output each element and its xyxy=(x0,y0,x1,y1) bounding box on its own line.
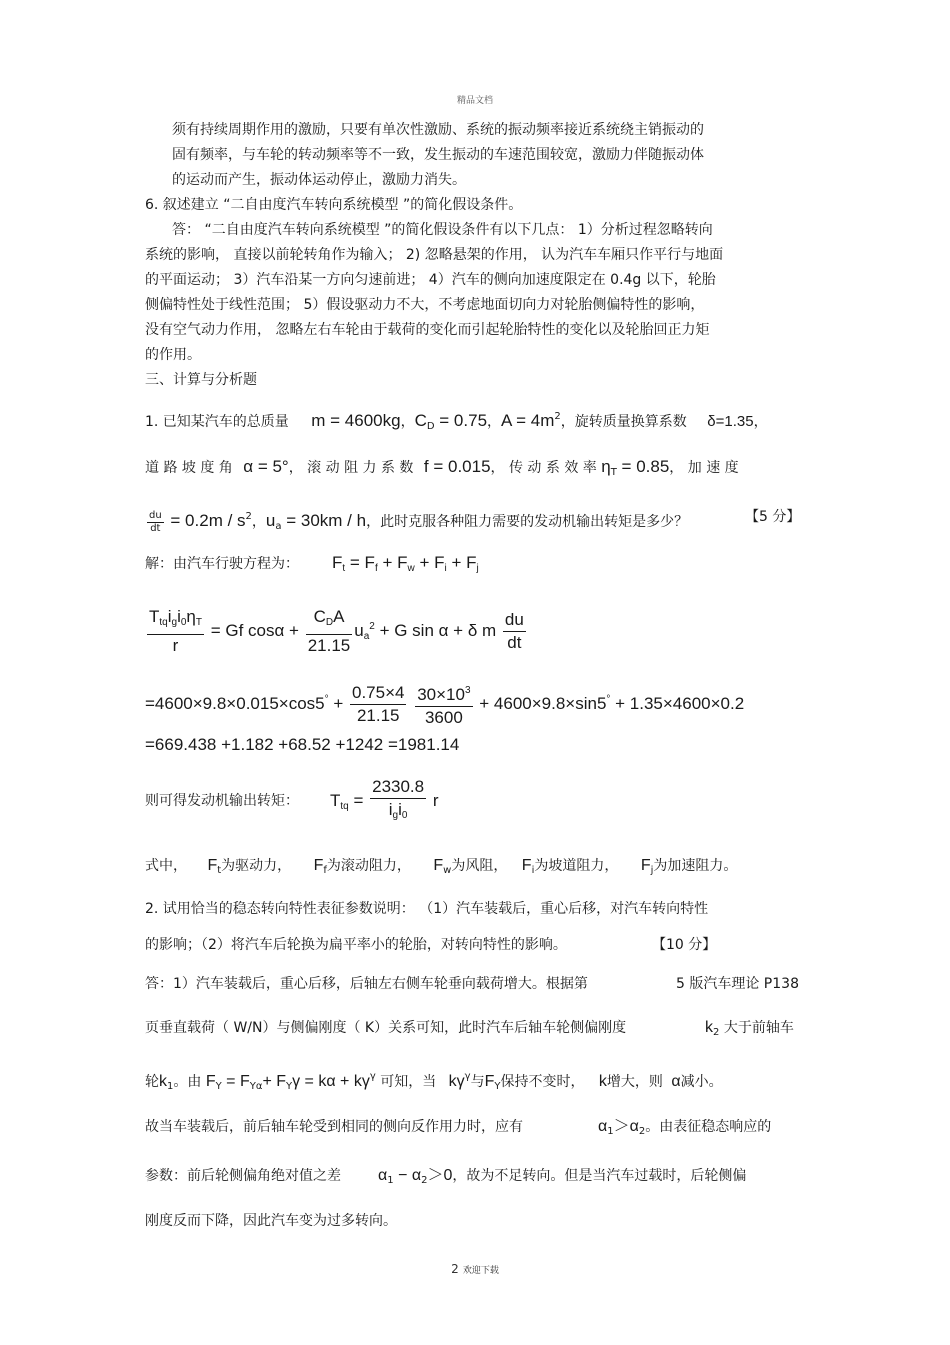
page-number: 2 xyxy=(451,1262,459,1276)
answer-2-line: 故当车装载后，前后轴车轮受到相同的侧向反作用力时，应有 xyxy=(145,1119,523,1135)
text-line: 须有持续周期作用的激励，只要有单次性激励、系统的振动频率接近系统绕主销振动的 xyxy=(172,122,704,138)
problem-1-line3: $\frac{du}{dt}$ = $0.2m / s^2$，$u_a = 30km / h$，此时克服各种阻力需要的发动机输出转矩是多少？ xyxy=(149,509,689,534)
solution-label: 解：由汽车行驶方程为： xyxy=(145,556,299,572)
numeric-substitution: =4600×9.8×0.015×cos5° + $\frac{0.75\times 4}{21.15}$ $\frac{30\times 10^3}{3600}$ + 4600×9.8×sin5° + 1.35×4600×0.2 xyxy=(145,680,744,729)
question-6: 6. 叙述建立 “二自由度汽车转向系统模型 ”的简化假设条件。 xyxy=(145,197,523,213)
footer-text: 欢迎下载 xyxy=(462,1266,499,1276)
problem-2-line2: 的影响；（2）将汽车后轮换为扁平率小的轮胎，对转向特性的影响。 xyxy=(145,937,567,953)
problem-2-line1: 2. 试用恰当的稳态转向特性表征参数说明： （1）汽车装载后，重心后移，对汽车转向特性 xyxy=(145,901,709,917)
text-line: 的运动而产生，振动体运动停止，激励力消失。 xyxy=(172,172,466,188)
problem-1-line1: 1. 已知某汽车的总质量 m = 4600kg，$C_D = 0.75$，$A = 4m^2$，旋转质量换算系数 δ=1.35， xyxy=(145,411,768,432)
problem-1-line2: 道 路 坡 度 角 α = 5°， 滚 动 阻 力 系 数 f = 0.015， 传 动 系 效 率 $\eta_T = 0.85$， 加 速 度 xyxy=(145,457,739,478)
answer-6-line: 系统的影响， 直接以前轮转角作为输入； 2) 忽略悬架的作用， 认为汽车车厢只作平行与地面 xyxy=(145,247,724,263)
answer-2-line: $k_2$ 大于前轴车 xyxy=(705,1019,794,1038)
answer-6-line: 的作用。 xyxy=(145,347,201,363)
answer-6-line: 答： “二自由度汽车转向系统模型 ”的简化假设条件有以下几点： 1）分析过程忽略转向 xyxy=(172,222,713,238)
torque-result-label: 则可得发动机输出转矩： xyxy=(145,793,299,809)
answer-2-line: 参数：前后轮侧偏角绝对值之差 xyxy=(145,1168,341,1184)
answer-2-reference: 5 版汽车理论 P138 xyxy=(676,976,799,992)
score-badge: 【10 分】 xyxy=(652,937,717,953)
answer-2-line: 页垂直载荷（ W/N）与侧偏刚度（ K）关系可知，此时汽车后轴车轮侧偏刚度 xyxy=(145,1020,627,1036)
answer-2-line: $\alpha_1>\alpha_2$。由表征稳态响应的 xyxy=(598,1118,772,1137)
driving-equation: $F_t = F_f + F_w + F_i + F_j$ xyxy=(332,553,479,574)
page-header: 精品文档 xyxy=(456,96,493,106)
answer-2-line: 刚度反而下降，因此汽车变为过多转向。 xyxy=(145,1213,397,1229)
numeric-result: =669.438 +1.182 +68.52 +1242 =1981.14 xyxy=(145,735,460,754)
page-footer xyxy=(0,1262,950,1276)
answer-6-line: 的平面运动； 3）汽车沿某一方向匀速前进； 4）汽车的侧向加速度限定在 0.4g 以下，轮胎 xyxy=(145,272,716,288)
answer-6-line: 侧偏特性处于线性范围； 5）假设驱动力不大，不考虑地面切向力对轮胎侧偏特性的影响， xyxy=(145,297,705,313)
score-badge: 【5 分】 xyxy=(745,509,801,525)
torque-equation: $\frac{T_{tq}i_gi_0\eta_T}{r}$ = Gf cosα + $\frac{C_DA}{21.15}$ $u_a^2 + G$ sin α + δ m $\frac{du}{dt}$ xyxy=(149,607,524,655)
text-line: 固有频率，与车轮的转动频率等不一致，发生振动的车速范围较宽，激励力伴随振动体 xyxy=(172,147,704,163)
answer-2-line: 答：1）汽车装载后，重心后移，后轴左右侧车轮垂向载荷增大。根据第 xyxy=(145,976,588,992)
where-clause: 式中， $F_t$为驱动力， $F_f$为滚动阻力， $F_w$为风阻， $F_i$为坡道阻力， $F_j$为加速阻力。 xyxy=(145,857,738,876)
answer-2-line: $\alpha_1 - \alpha_2>0$，故为不足转向。但是当汽车过载时，后轮侧偏 xyxy=(378,1167,747,1186)
answer-6-line: 没有空气动力作用， 忽略左右车轮由于载荷的变化而引起轮胎特性的变化以及轮胎回正力矩 xyxy=(145,322,710,338)
section-heading: 三、计算与分析题 xyxy=(145,372,257,388)
torque-result-equation: $T_{tq}$ = $\frac{2330.8}{i_gi_0}$ r xyxy=(330,777,439,821)
answer-2-line: 轮$k_1$。由 $F_Y = F_{Y\alpha}+ F_Y\gamma = k\alpha + k\gamma^\gamma$ 可知，当 $k\gamma^\gamma$与$F_Y$保持不变时， k增大，则 α减小。 xyxy=(145,1071,723,1092)
